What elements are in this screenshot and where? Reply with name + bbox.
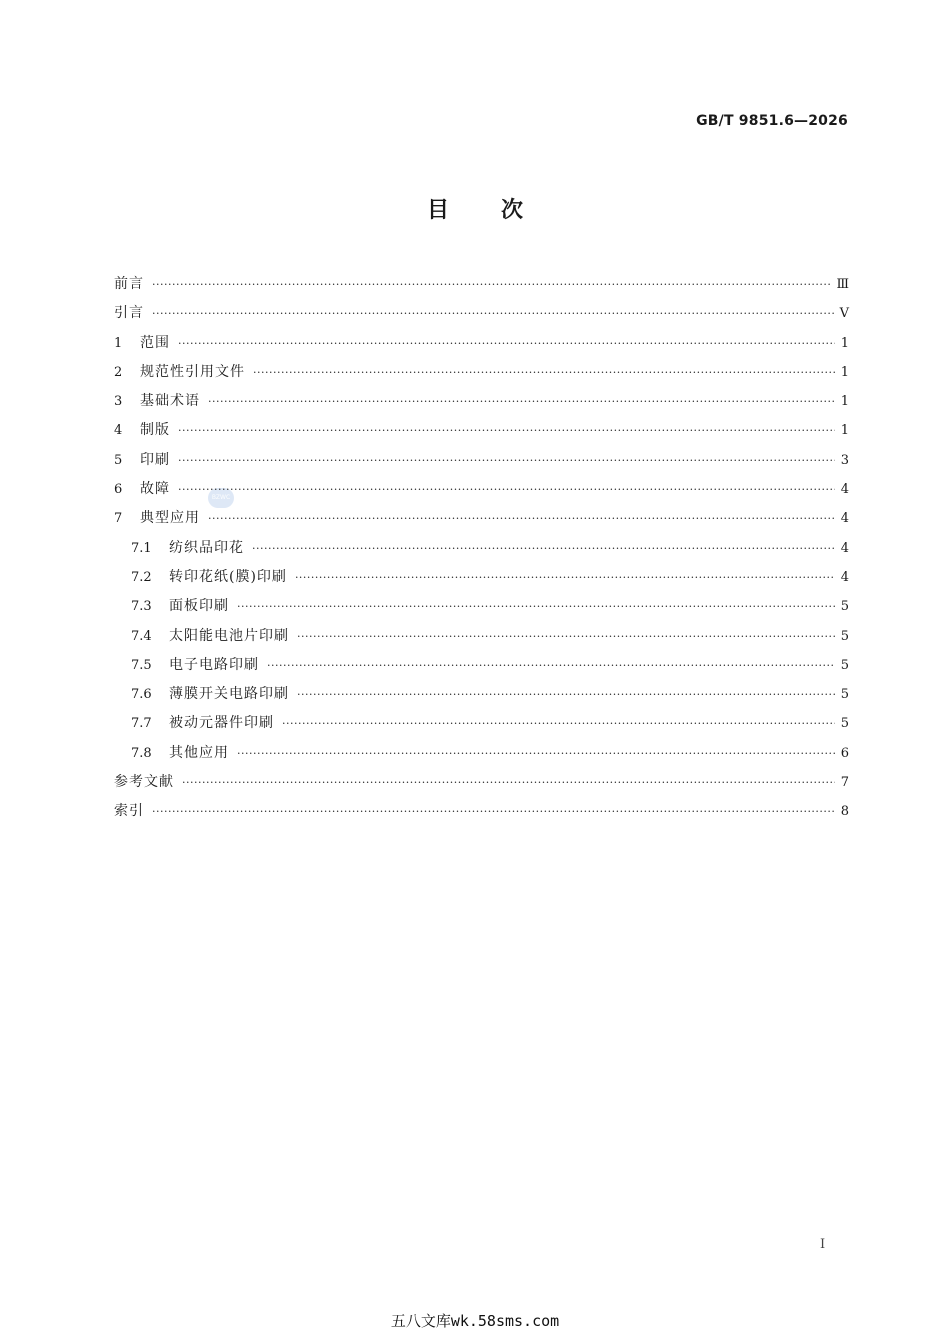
toc-entry-number: 7.7: [131, 716, 152, 732]
toc-leader-dots: [152, 270, 832, 299]
toc-entry-number: 7.2: [131, 569, 152, 585]
toc-entry-number: 2: [114, 364, 123, 380]
toc-entry-number: 1: [114, 335, 123, 351]
toc-entry[interactable]: [114, 534, 849, 563]
toc-entry[interactable]: [114, 797, 849, 826]
toc-entry-page: 8: [840, 804, 849, 820]
toc-leader-dots: [152, 299, 835, 328]
table-of-contents: [114, 270, 849, 827]
toc-entry-label: 范围: [140, 334, 170, 351]
toc-entry-number: 7: [114, 511, 123, 527]
toc-leader-dots: [237, 592, 835, 621]
toc-entry[interactable]: [114, 709, 849, 738]
toc-entry-number: 5: [114, 452, 123, 468]
toc-entry[interactable]: [114, 416, 849, 445]
toc-entry-number: 7.8: [131, 745, 152, 761]
toc-entry[interactable]: [114, 358, 849, 387]
toc-entry-number: 7.5: [131, 657, 152, 673]
toc-entry[interactable]: [114, 504, 849, 533]
toc-entry-page: 4: [840, 569, 849, 585]
toc-entry-page: 1: [840, 394, 849, 410]
toc-entry[interactable]: [114, 446, 849, 475]
toc-entry[interactable]: [114, 475, 849, 504]
toc-entry-page: 6: [840, 745, 849, 761]
toc-leader-dots: [253, 358, 835, 387]
toc-entry-label: 规范性引用文件: [140, 363, 245, 380]
toc-entry-number: 7.1: [131, 540, 152, 556]
toc-entry-page: 5: [840, 599, 849, 615]
toc-entry-page: 1: [840, 423, 849, 439]
toc-entry-label: 太阳能电池片印刷: [169, 627, 289, 644]
toc-entry-label: 薄膜开关电路印刷: [169, 686, 289, 703]
toc-entry-label: 典型应用: [140, 510, 200, 527]
toc-entry-page: 1: [840, 364, 849, 380]
toc-entry-page: 5: [840, 628, 849, 644]
toc-leader-dots: [252, 534, 835, 563]
toc-leader-dots: [178, 329, 835, 358]
toc-leader-dots: [208, 504, 835, 533]
toc-entry[interactable]: [114, 651, 849, 680]
toc-entry-label: 电子电路印刷: [169, 656, 259, 673]
toc-entry-number: 7.3: [131, 599, 152, 615]
toc-entry-label: 其他应用: [169, 744, 229, 761]
toc-entry-page: 1: [840, 335, 849, 351]
toc-entry-number: 3: [114, 394, 123, 410]
toc-leader-dots: [282, 709, 835, 738]
toc-entry[interactable]: [114, 299, 849, 328]
toc-entry-label: 印刷: [140, 451, 170, 468]
toc-leader-dots: [237, 739, 835, 768]
toc-leader-dots: [152, 797, 835, 826]
toc-entry-label: 被动元器件印刷: [169, 715, 274, 732]
toc-entry-page: 4: [840, 511, 849, 527]
toc-leader-dots: [178, 446, 835, 475]
toc-entry-page: Ⅴ: [839, 306, 849, 322]
watermark-logo: BZWC: [208, 488, 234, 508]
page-title: 目次: [426, 198, 575, 223]
toc-leader-dots: [178, 416, 835, 445]
toc-entry-page: 5: [840, 716, 849, 732]
toc-entry-label: 纺织品印花: [169, 539, 244, 556]
toc-entry-page: 5: [840, 687, 849, 703]
toc-entry[interactable]: [114, 768, 849, 797]
toc-entry[interactable]: [114, 270, 849, 299]
toc-entry-page: 4: [840, 482, 849, 498]
footer-watermark-text: 五八文库wk.58sms.com: [390, 1312, 560, 1330]
toc-entry[interactable]: [114, 622, 849, 651]
toc-entry-page: Ⅲ: [836, 277, 849, 292]
toc-entry-number: 4: [114, 423, 123, 439]
toc-entry-label: 制版: [140, 422, 170, 439]
toc-entry[interactable]: [114, 387, 849, 416]
toc-leader-dots: [297, 622, 835, 651]
toc-entry[interactable]: [114, 680, 849, 709]
toc-leader-dots: [267, 651, 835, 680]
toc-leader-dots: [182, 768, 835, 797]
toc-entry-label: 参考文献: [114, 774, 174, 791]
toc-entry[interactable]: [114, 329, 849, 358]
page-number: Ⅰ: [820, 1237, 826, 1252]
toc-entry-number: 6: [114, 482, 123, 498]
toc-entry-page: 3: [840, 452, 849, 468]
toc-entry[interactable]: [114, 563, 849, 592]
toc-entry-page: 5: [840, 657, 849, 673]
toc-entry-label: 基础术语: [140, 393, 200, 410]
toc-leader-dots: [178, 475, 835, 504]
toc-leader-dots: [297, 680, 835, 709]
toc-entry[interactable]: [114, 592, 849, 621]
toc-entry-label: 引言: [114, 305, 144, 322]
standard-code: GB/T 9851.6—2026: [696, 113, 848, 129]
toc-entry-number: 7.6: [131, 687, 152, 703]
toc-entry-label: 故障: [140, 481, 170, 498]
toc-leader-dots: [295, 563, 835, 592]
toc-entry-label: 面板印刷: [169, 598, 229, 615]
toc-entry-number: 7.4: [131, 628, 152, 644]
toc-leader-dots: [208, 387, 835, 416]
toc-entry-page: 7: [840, 775, 849, 791]
toc-entry-label: 前言: [114, 276, 144, 292]
toc-entry-page: 4: [840, 540, 849, 556]
toc-entry-label: 转印花纸(膜)印刷: [169, 568, 287, 585]
toc-entry-label: 索引: [114, 803, 144, 820]
toc-entry[interactable]: [114, 739, 849, 768]
